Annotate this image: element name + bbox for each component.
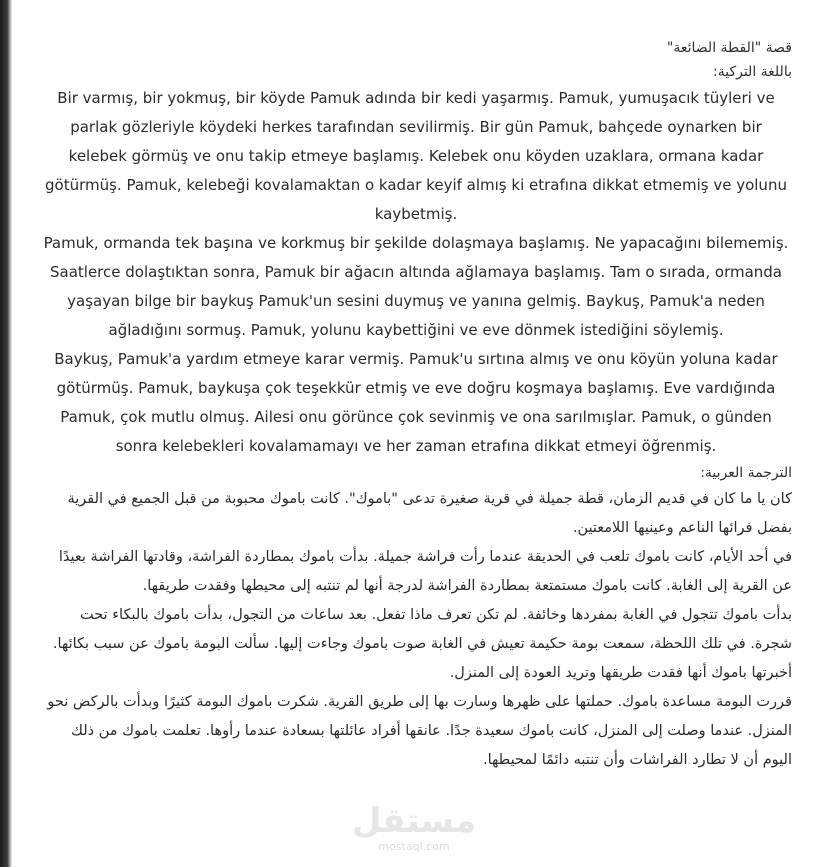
mostaql-watermark xyxy=(338,802,490,854)
turkish-paragraph-3: Baykuş, Pamuk'a yardım etmeye karar vermiş. Pamuk'u sırtına almış ve onu köyün yoluna kadar götürmüş. Pamuk, baykuşa çok teşekkür etmiş ve eve doğru koşmaya başlamış. Eve vardığında Pamuk, çok mutlu olmuş. Ailesi onu görünce çok sevinmiş ve ona sarılmışlar. Pamuk, o günden sonra kelebekleri kovalamamayı ve her zaman etrafına dikkat etmeyi öğrenmiş. xyxy=(54,350,778,455)
story-title: قصة "القطة الضائعة" xyxy=(666,40,792,56)
arabic-paragraph-1: كان يا ما كان في قديم الزمان، قطة جميلة في قرية صغيرة تدعى "باموك". كانت باموك محبوبة من قبل الجميع في القرية بفضل فرائها الناعم وعينيها اللامعتين. xyxy=(67,491,792,536)
screen-edge-shadow xyxy=(0,0,12,867)
arabic-paragraph-4: قررت البومة مساعدة باموك. حملتها على ظهرها وسارت بها إلى طريق القرية. شكرت باموك البومة كثيرًا وبدأت بالركض نحو المنزل. عندما وصلت إلى المنزل، كانت باموك سعيدة جدًا. عانقها أفراد عائلتها بسعادة عندما رأوها. تعلمت باموك من ذلك اليوم أن لا تطارد الفراشات وأن تنتبه دائمًا لمحيطها. xyxy=(47,694,792,768)
turkish-paragraph-2: Pamuk, ormanda tek başına ve korkmuş bir şekilde dolaşmaya başlamış. Ne yapacağını bilememiş. Saatlerce dolaştıktan sonra, Pamuk bir ağacın altında ağlamaya başlamış. Tam o sırada, ormanda yaşayan bilge bir baykuş Pamuk'un sesini duymuş ve yanına gelmiş. Baykuş, Pamuk'a neden ağladığını sormuş. Pamuk, yolunu kaybettiğini ve eve dönmek istediğini söylemiş. xyxy=(43,234,789,339)
arabic-paragraph-2: في أحد الأيام، كانت باموك تلعب في الحديقة عندما رأت فراشة جميلة. بدأت باموك بمطاردة الفراشة، وقادتها الفراشة بعيدًا عن القرية إلى الغابة. كانت باموك مستمتعة بمطاردة الفراشة لدرجة أنها لم تنتبه إلى محيطها وفقدت طريقها. xyxy=(58,549,792,594)
watermark-url: mostaql.com xyxy=(378,840,450,853)
arabic-paragraph-3: بدأت باموك تتجول في الغابة بمفردها وخائفة. لم تكن تعرف ماذا تفعل. بعد ساعات من التجول، بدأت باموك بالبكاء تحت شجرة. في تلك اللحظة، سمعت بومة حكيمة تعيش في الغابة صوت باموك وجاءت إليها. سألت البومة باموك عن سبب بكائها. أخبرتها باموك أنها فقدت طريقها وتريد العودة إلى المنزل. xyxy=(52,607,792,681)
turkish-paragraph-1: Bir varmış, bir yokmuş, bir köyde Pamuk adında bir kedi yaşarmış. Pamuk, yumuşacık tüyleri ve parlak gözleriyle köydeki herkes tarafından sevilirmiş. Bir gün Pamuk, bahçede oynarken bir kelebek görmüş ve onu takip etmeye başlamış. Kelebek onu köyden uzaklara, ormana kadar götürmüş. Pamuk, kelebeği kovalamaktan o kadar keyif almış ki etrafına dikkat etmemiş ve yolunu kaybetmiş. xyxy=(45,89,787,223)
story-content xyxy=(40,36,792,775)
arabic-heading: الترجمة العربية: xyxy=(700,465,792,481)
turkish-heading: باللغة التركية: xyxy=(713,64,792,80)
watermark-logo: مستقل xyxy=(351,801,477,841)
